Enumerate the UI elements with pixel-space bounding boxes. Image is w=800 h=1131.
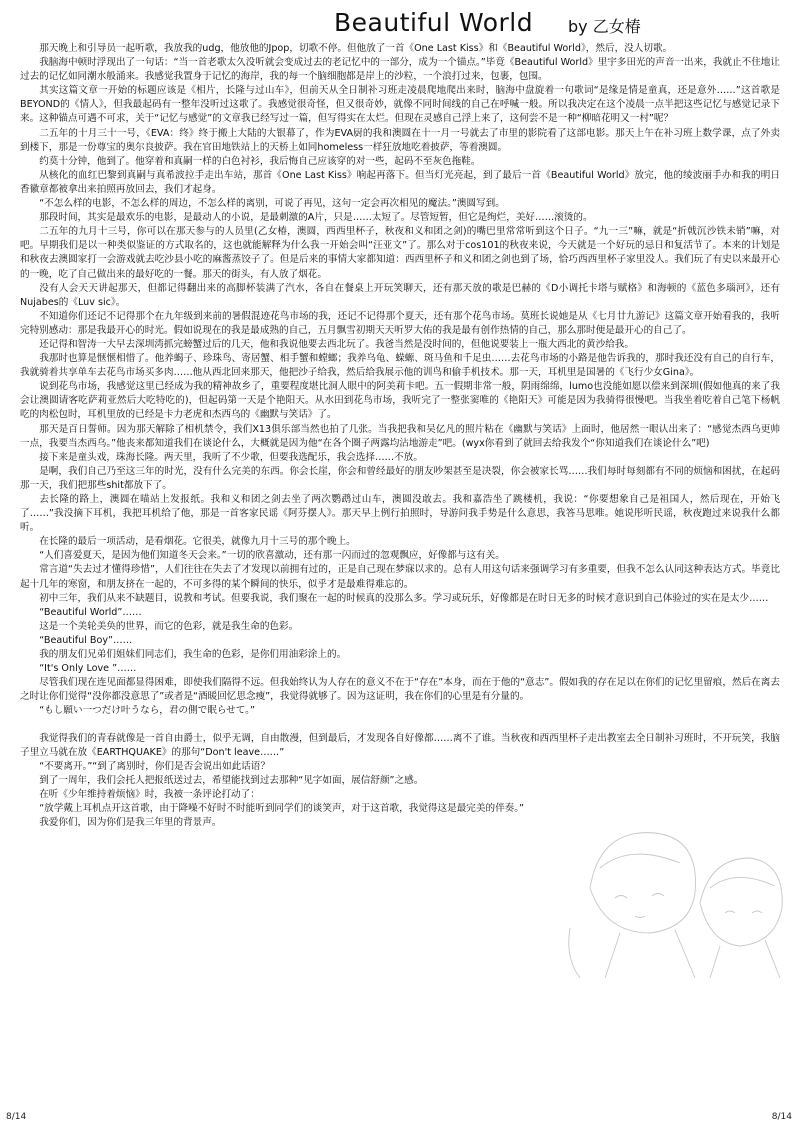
paragraph: “不怎么样的电影，不怎么样的周边，不怎么样的离别，可说了再见，这句一定会再次相见的魔法。”澳圆写到。 <box>39 198 505 210</box>
lyric-line: “Beautiful Boy”…… <box>39 634 133 646</box>
page-number-left: 8/14 <box>6 1112 27 1122</box>
paragraph: 我觉得我们的青春就像是一首自由爵士，似乎无调，自由散漫，但到最后，才发现各自好像都……离不了谁。当秋夜和西西里杯子走出教室去全日制补习班时，不开玩笑，我脑子里立马就在放《EARTHQUAKE》的那句“Don't leave……” <box>20 732 780 758</box>
paragraph: 那段时间，其实是最欢乐的电影，是最动人的小说，是最刺激的A片，只是……太短了。尽管短暂，但它是绚烂，美好……滚烫的。 <box>39 212 593 224</box>
sketch-illustration <box>560 808 790 978</box>
paragraph: 到了一周年，我们会托人把报纸送过去，希望能找到过去那种“见字如面，展信舒颜”之感。 <box>39 774 424 786</box>
paragraph-gap <box>20 719 780 732</box>
paragraph: 二五年的十月三十一号，《EVA：终》终于搬上大陆的大银幕了，作为EVA厨的我和澳圆在十一月一号就去了市里的影院看了这部电影。那天上午在补习班上数学课，点了外卖到楼下，那是一份尊宝的奥尔良披萨。我在官田地铁站上的天桥上如同homeless一样狂放地吃着披萨，等着澳圆。 <box>20 127 780 153</box>
paragraph: 我脑海中顿时浮现出了一句话：“当一首老歌太久没听就会变成过去的老记忆中的一部分，成为一个锚点。”毕竟《Beautiful World》里宇多田光的声音一出来，我就止不住地让过去的记忆如同潮水般涌来。我感觉我置身于记忆的海岸，我的每一个脑细胞都是岸上的沙粒，一个浪打过来，包裹，包围。 <box>20 57 780 83</box>
paragraph: 说到花鸟市场，我感觉这里已经成为我的精神故乡了，重要程度堪比洞人眼中的阿美莉卡吧。五一假期非常一般，阴雨绵绵，lumo也没能如愿以偿来到深圳(假如他真的来了我会让澳圆请客吃萨莉亚然后大吃特吃的)，但起码第一天是个艳阳天。从水田到花鸟市场，我听完了一整张窦唯的《艳阳天》可能是因为我骑得很慢吧。当我坐着吃着自己笔下杨帆吃的肉松包时，耳机里放的已经是卡力老虎和杰西乌的《幽默与笑话》了。 <box>20 381 780 421</box>
author-byline: by 乙女椿 <box>568 17 641 36</box>
paragraph: 这是一个美轮美奂的世界，而它的色彩，就是我生命的色彩。 <box>39 620 299 632</box>
paragraph: 我爱你们，因为你们是我三年里的背景声。 <box>39 817 222 829</box>
paragraph: 其实这篇文章一开始的标题应该是《相片，长隆与过山车》，但前天从全日制补习班走凌晨爬地爬出来时，脑海中盘旋着一句歌词“是缘是情是童真，还是意外……”这首歌是BEYOND的《情人》，但我最起码有一整年没听过这歌了。我感觉很奇怪，但又很奇妙，就像不同时间线的自己在呼喊一般。所以我决定在这个凌晨一点半把这些记忆与感觉记录下来。这种锚点可遇不可求，关于“记忆与感觉”的文章我已经写过一篇，但写得实在太烂。但现在灵感自己浮上来了，这何尝不是一种“柳暗花明又一村”呢？ <box>20 85 780 125</box>
paragraph: 没有人会天天讲起那天，但都记得翻出来的高脚杯装满了汽水，各自在餐桌上开玩笑聊天，还有那天放的歌是巴赫的《D小调托卡塔与赋格》和海顿的《蓝色多瑙河》，还有Nujabes的《Luv sic》。 <box>20 282 780 308</box>
paragraph: 是啊，我们自己乃至这三年的时光，没有什么完美的东西。你会长崖，你会和曾经最好的朋友吵架甚至是决裂，你会被家长骂……我们每时每刻都有不同的烦恼和困扰，在起码那一天，我们把那些shit都放下了。 <box>20 465 780 491</box>
paragraph: 不知道你们还记不记得那个在九年级到来前的暑假混迹花鸟市场的我，还记不记得那个夏天，还有那个花鸟市场。莫班长说她是从《七月廿九游记》这篇文章开始看我的，我听完特别感动：那是我最开心的时光。假如说现在的我是最成熟的自己，五月飘雪初期天天听罗大佑的我是最有创作热情的自己，那么那时便是最开心的自己了。 <box>20 310 780 336</box>
paragraph: 我的朋友们兄弟们姐妹们同志们，我生命的色彩，是你们用油彩涂上的。 <box>39 649 347 661</box>
paragraph: 接下来是童头戏，珠海长隆。两天里，我听了不少歌，但要我选配乐，我会选择……不放。 <box>39 451 423 463</box>
paragraph: 在听《少年维持着烦恼》时，我被一条评论打动了： <box>39 788 260 800</box>
paragraph: “不要离开。”“到了离别时，你们是否会说出如此话语？ <box>39 760 270 772</box>
paragraph: 那天是百日誓师。因为那天解除了相机禁令，我们X13俱乐部当然也拍了几张。当我把我和吴亿凡的照片粘在《幽默与笑话》上面时，他居然一眼认出来了：“感觉杰西乌更帅一点，我要当杰西乌。”他丧来都知道我们在谈论什么，大概就是因为他“在各个圈子两露均沾地游走”吧。(wyx你看到了就回去给我发个“你知道我们在谈论什么”吧) <box>20 423 780 449</box>
lyric-line: “Beautiful World”…… <box>39 606 142 618</box>
paragraph: 还记得和智涛一大早去深圳湾抓完螃蟹过后的几天，他和我说他要去西北玩了。我爸当然是没时间的，但他说要装上一瓶大西北的黄沙给我。 <box>39 338 634 350</box>
lyric-line: “It's Only Love ”…… <box>39 663 137 675</box>
paragraph: “放学戴上耳机点开这首歌，由于降噪不好时不时能听到同学们的谈笑声，对于这首歌，我觉得这是最完美的伴奏。” <box>39 802 525 814</box>
paragraph: 在长隆的最后一项活动，是看烟花。它很美，就像九月十三号的那个晚上。 <box>39 536 356 548</box>
paragraph: 约莫十分钟，他到了。他穿着和真嗣一样的白色衬衫，我后悔自己应该穿的对一些，起码不至灰色拖鞋。 <box>39 155 481 167</box>
paragraph: 去长隆的路上，澳圆在喵站上发报纸。我和义和团之剑去坐了两次鹦鹉过山车，澳圆没敢去。我和嘉浩坐了跳楼机，我说：“你要想象自己是祖国人，然后现在，开始飞了……”我没摘下耳机，我把耳机给了他，那是一首客家民谣《阿芬摆人》。那天早上例行拍照时，导游问我手势是什么意思，我答马思唯。她说彤听民谣，秋夜跑过来说我什么都听。 <box>20 494 780 534</box>
paragraph: 常言道“失去过才懂得珍惜”，人们往往在失去了才发现以前拥有过的，正是自己现在梦寐以求的。总有人用这句话来强调学习有多重要，但我不怎么认同这种表达方式。毕竟比起十几年的寒窗，和朋友挤在一起的，不可多得的某个瞬间的快乐，似乎才是最难得难忘的。 <box>20 564 780 590</box>
paragraph: 尽管我们现在连见面都显得困难，即使我们隔得不远。但我始终认为人存在的意义不在于“存在”本身，而在于他的“意志”。假如我的存在足以在你们的记忆里留痕，然后在离去之时让你们觉得“没你都没意思了”或者是“酒暖回忆思念瘦”，我觉得就够了。因为这证明，我在你们的心里是有分量的。 <box>20 677 780 703</box>
paragraph: 二五年的九月十三号，你可以在那天参与的人员里(乙女椿，澳圆，西西里杯子，秋夜和义和团之剑)的嘴巴里常常听到这个日子。“九一三”嘛，就是“折戟沉沙铁未销”嘛，对吧。早期我们是以一种类似鉴证的方式取名的，这也就能解释为什么我一开始会叫“汪亚文”了。那么对于cos101的秋夜来说，今天就是一个好玩的忌日和复活节了。本来的计划是和秋夜去澳圆家打一会游戏就去吃沙县小吃的麻酱蒸饺子了。但是后来的事情大家都知道：西西里杯子和义和团之剑也到了场，恰巧西西里杯子家里没人。我们玩了有史以来最开心的一晚，吃了自己做出来的最好吃的一餐。那天的街头，有人放了烟花。 <box>20 226 780 280</box>
paragraph: 那天晚上和引导员一起听歌，我放我的udg，他放他的Jpop，切歌不停。但他放了一首《One Last Kiss》和《Beautiful World》，然后，没人切歌。 <box>39 43 673 54</box>
paragraph: 初中三年，我们从来不缺题目，说教和考试。但要我说，我们聚在一起的时候真的没那么多。学习或玩乐，好像都是在时日无多的时候才意识到自己体验过的实在是太少…… <box>39 592 769 604</box>
document-title: Beautiful World <box>334 8 534 37</box>
header <box>0 8 800 42</box>
page-number-right: 8/14 <box>771 1112 792 1122</box>
paragraph: 我那时也算是惬惬相惜了。他养蝎子、珍珠鸟、寄居蟹、相手蟹和螳螂；我养乌龟、蝾螈、斑马鱼和千足虫……去花鸟市场的小路是他告诉我的，那时我还没有自己的自行车，我就骑着共享单车去花鸟市场买多肉……他从西北回来那天，他把沙子给我，然后给我展示他的训鸟和偷手机技术。那一天，耳机里是国暑的《飞行少女Gina》。 <box>20 353 780 379</box>
paragraph: 从核化的血红巴黎到真嗣与真希波拉手走出车站，那首《One Last Kiss》响起再落下。但当灯光亮起，到了最后一首《Beautiful World》放完，他的绫波丽手办和我的明日香徽章都被拿出来拍照再放回去，我们才起身。 <box>20 169 780 195</box>
lyric-line: “もし願い一つだけ叶うなら，君の側で眠らせて。” <box>39 705 255 717</box>
paragraph: “人们喜爱夏天，是因为他们知道冬天会来。”一切的欣喜激动，还有那一闪而过的忽观飘应，好像都与这有关。 <box>39 550 505 562</box>
